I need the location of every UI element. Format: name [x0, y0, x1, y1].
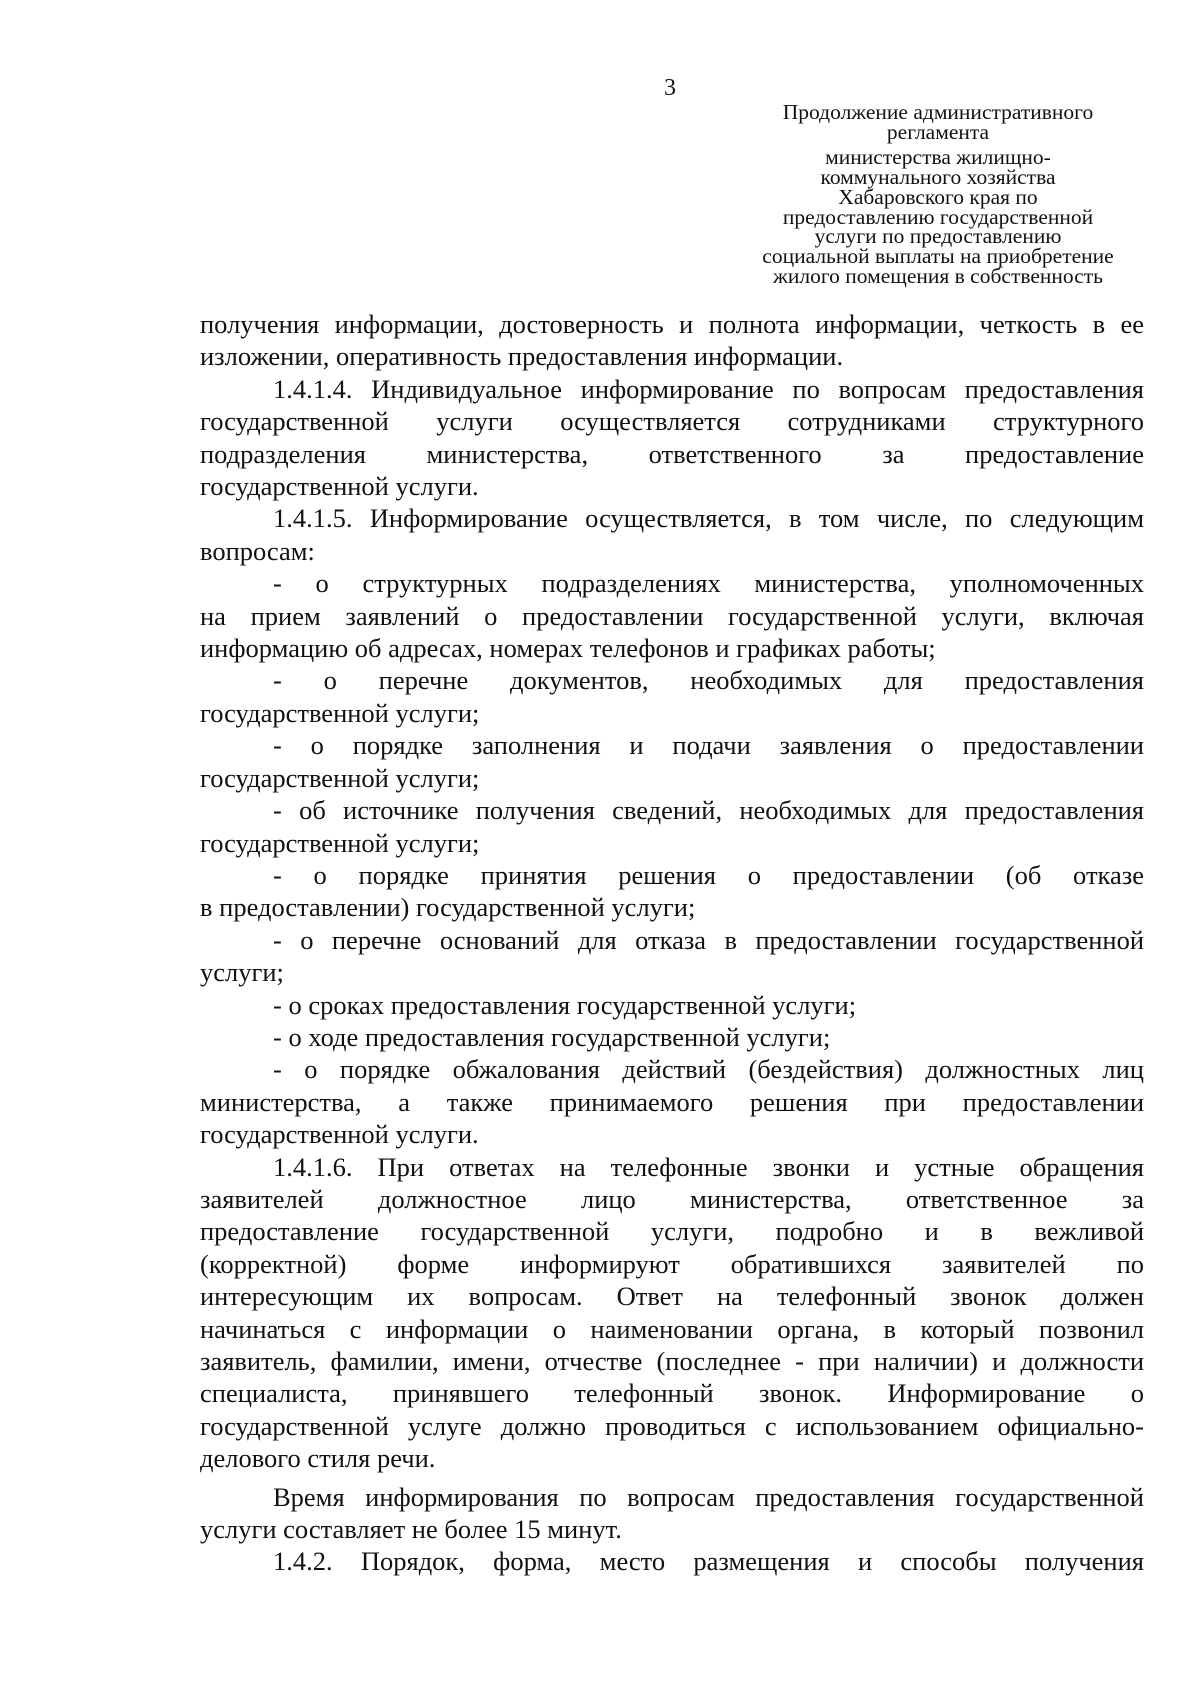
body-line: заявителей должностное лицо министерства, ответственное за	[200, 1183, 1144, 1214]
body-line: государственной услуге должно проводиться с использованием официально-	[200, 1410, 1144, 1441]
header-line: Хабаровского края по	[838, 184, 1038, 209]
body-line: услуги;	[200, 957, 284, 988]
body-line: заявитель, фамилии, имени, отчестве (последнее - при наличии) и должности	[200, 1346, 1144, 1376]
body-line: Время информирования по вопросам предоставления государственной	[273, 1481, 1144, 1512]
body-line: 1.4.1.4. Индивидуальное информирование по вопросам предоставления	[273, 373, 1144, 404]
body-line: - о перечне документов, необходимых для предоставления	[273, 665, 1144, 696]
body-line: услуги составляет не более 15 минут.	[200, 1514, 622, 1545]
body-line: - о порядке принятия решения о предоставлении (об отказе	[273, 859, 1144, 890]
body-line: государственной услуги;	[200, 827, 480, 858]
header-line: министерства жилищно-	[825, 145, 1051, 170]
body-line: предоставление государственной услуги, подробно и в вежливой	[200, 1216, 1144, 1247]
body-line: информацию об адресах, номерах телефонов и графиках работы;	[200, 633, 936, 664]
body-line: - о порядке заполнения и подачи заявления о предоставлении	[273, 730, 1144, 761]
header-line: предоставлению государственной	[782, 204, 1094, 229]
body-line: государственной услуги осуществляется сотрудниками структурного	[200, 406, 1144, 437]
body-line: министерства, а также принимаемого решения при предоставлении	[200, 1086, 1144, 1117]
header-line: коммунального хозяйства	[820, 165, 1056, 190]
body-line: 1.4.1.6. При ответах на телефонные звонки и устные обращения	[273, 1151, 1144, 1182]
body-line: государственной услуги;	[200, 697, 480, 728]
body-line: государственной услуги.	[200, 1119, 479, 1150]
body-line: на прием заявлений о предоставлении государственной услуги, включая	[200, 600, 1144, 631]
body-line: - о ходе предоставления государственной услуги;	[273, 1021, 831, 1052]
body-line: подразделения министерства, ответственного за предоставление	[200, 438, 1144, 469]
body-line: вопросам:	[200, 535, 315, 566]
body-line: делового стиля речи.	[200, 1443, 436, 1474]
body-line: специалиста, принявшего телефонный звонок. Информирование о	[200, 1378, 1144, 1409]
body-line: получения информации, достоверность и полнота информации, четкость в ее	[200, 309, 1144, 339]
document-header	[728, 100, 1148, 288]
page-number: 3	[664, 75, 676, 101]
body-line: 1.4.2. Порядок, форма, место размещения и способы получения	[273, 1546, 1144, 1577]
body-line: интересующим их вопросам. Ответ на телефонный звонок должен	[200, 1281, 1144, 1312]
body-line: изложении, оперативность предоставления информации.	[200, 341, 844, 372]
body-line: начинаться с информации о наименовании органа, в который позвонил	[200, 1313, 1144, 1344]
body-line: в предоставлении) государственной услуги;	[200, 892, 696, 923]
body-line: - о порядке обжалования действий (бездействия) должностных лиц	[273, 1054, 1144, 1085]
body-line: - о сроках предоставления государственной услуги;	[273, 989, 857, 1020]
header-line: услуги по предоставлению	[814, 224, 1062, 249]
body-line: государственной услуги;	[200, 762, 480, 793]
header-line: Продолжение административного	[782, 100, 1094, 124]
header-line: социальной выплаты на приобретение	[762, 243, 1114, 268]
body-line: - о структурных подразделениях министерства, уполномоченных	[273, 568, 1144, 599]
document-body	[200, 308, 1144, 1578]
body-line: (корректной) форме информируют обратившихся заявителей по	[200, 1248, 1144, 1279]
body-line: - об источнике получения сведений, необходимых для предоставления	[273, 795, 1144, 826]
header-line: регламента	[886, 119, 990, 144]
body-line: государственной услуги.	[200, 471, 479, 502]
body-line: - о перечне оснований для отказа в предоставлении государственной	[273, 924, 1144, 955]
header-line: жилого помещения в собственность	[773, 263, 1103, 288]
body-line: 1.4.1.5. Информирование осуществляется, в том числе, по следующим	[273, 503, 1144, 534]
